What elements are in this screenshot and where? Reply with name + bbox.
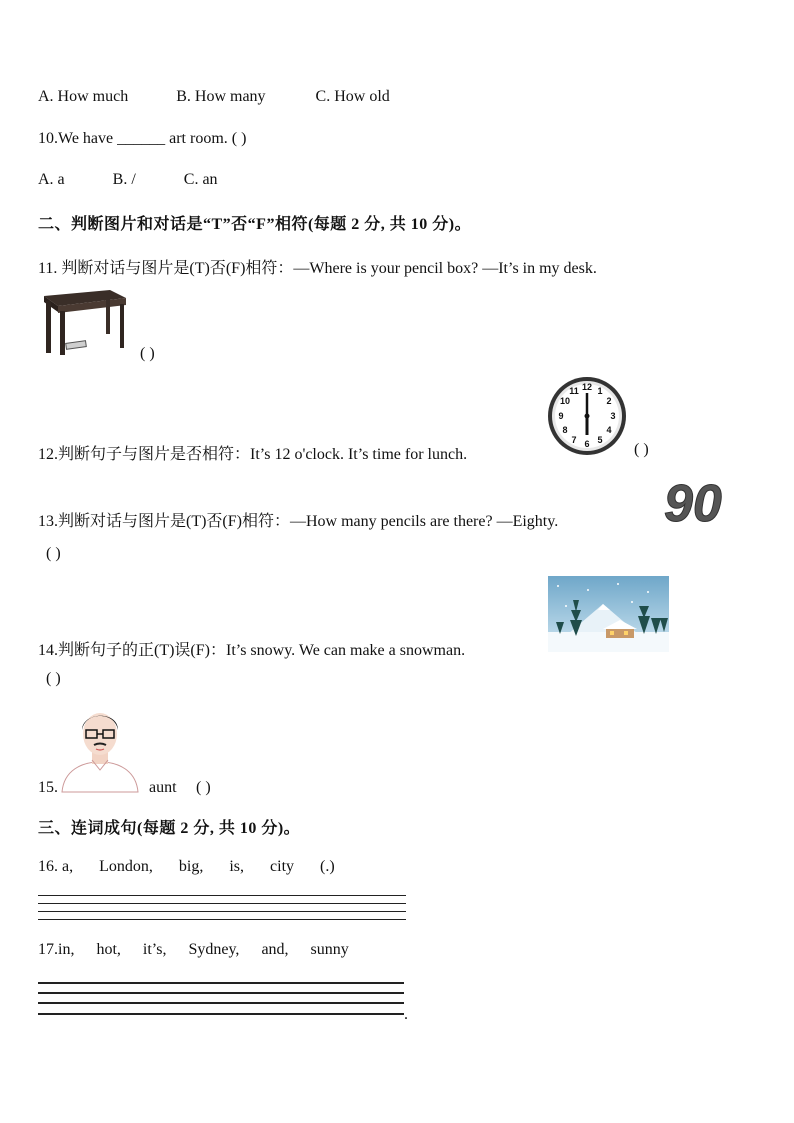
clock-num-6: 6: [584, 439, 590, 449]
q16-number: 16.: [38, 858, 58, 875]
q12-text: 12.判断句子与图片是否相符：It’s 12 o'clock. It’s time for lunch.: [38, 446, 468, 463]
q10-options: [38, 171, 218, 189]
q17-word: it’s,: [142, 941, 167, 958]
q17-words: [38, 941, 349, 959]
q17-end-mark: .: [404, 1006, 408, 1023]
q10-option-a: A. a: [38, 171, 65, 188]
q16-word: is,: [229, 858, 245, 875]
clock-num-2: 2: [606, 396, 612, 406]
snowy-landscape-picture: [548, 576, 669, 652]
q17-word: sunny: [310, 941, 349, 958]
q17-number: 17.: [38, 941, 58, 958]
q15-word: aunt: [149, 779, 177, 796]
section3-heading: 三、连词成句(每题 2 分, 共 10 分)。: [38, 820, 301, 837]
q17-word: and,: [261, 941, 289, 958]
q17-writing-line[interactable]: [38, 1002, 404, 1004]
clock-num-7: 7: [571, 435, 577, 445]
q16-word: London,: [99, 858, 153, 875]
q16-writing-line[interactable]: [38, 911, 406, 912]
q16-writing-line[interactable]: [38, 895, 406, 896]
clock-num-12: 12: [581, 382, 593, 392]
number-ninety-picture: [662, 476, 736, 526]
q10-option-b: B. /: [112, 171, 136, 188]
q16-word: (.): [320, 858, 335, 875]
q15-line: [38, 779, 58, 797]
q10-option-c: C. an: [183, 171, 218, 188]
clock-num-5: 5: [597, 435, 603, 445]
q9-option-b: B. How many: [176, 88, 266, 105]
q9-options: [38, 88, 390, 106]
q9-option-a: A. How much: [38, 88, 129, 105]
q12-answer-paren[interactable]: ( ): [634, 441, 649, 458]
q14-answer-paren[interactable]: ( ): [46, 670, 61, 687]
q17-word: hot,: [96, 941, 121, 958]
man-with-glasses-picture: [58, 700, 142, 794]
q16-writing-line[interactable]: [38, 919, 406, 920]
clock-picture: [546, 375, 628, 457]
q10-stem: 10.We have ______ art room. ( ): [38, 130, 247, 147]
q11-answer-paren[interactable]: ( ): [140, 345, 155, 362]
q17-writing-line[interactable]: [38, 982, 404, 984]
q15-number: 15.: [38, 779, 58, 796]
clock-num-10: 10: [559, 396, 571, 406]
clock-num-9: 9: [558, 411, 564, 421]
q15-answer-paren[interactable]: ( ): [196, 779, 211, 796]
clock-num-11: 11: [569, 386, 579, 396]
q9-option-c: C. How old: [315, 88, 390, 105]
clock-num-8: 8: [562, 425, 568, 435]
q14-text: 14.判断句子的正(T)误(F)：It’s snowy. We can make a snowman.: [38, 642, 466, 659]
section2-heading: 二、判断图片和对话是“T”否“F”相符(每题 2 分, 共 10 分)。: [38, 216, 472, 233]
q16-writing-line[interactable]: [38, 903, 406, 904]
q17-writing-line[interactable]: [38, 992, 404, 994]
clock-num-1: 1: [597, 386, 603, 396]
q13-text: 13.判断对话与图片是(T)否(F)相符：—How many pencils are there? —Eighty.: [38, 513, 559, 530]
q16-word: a,: [62, 858, 74, 875]
q16-word: city: [270, 858, 295, 875]
q17-word: in,: [58, 941, 75, 958]
desk-picture: [40, 286, 128, 356]
q17-writing-line[interactable]: [38, 1013, 404, 1015]
q17-word: Sydney,: [188, 941, 240, 958]
q11-text: 11. 判断对话与图片是(T)否(F)相符：—Where is your pencil box? —It’s in my desk.: [38, 260, 597, 277]
q16-word: big,: [178, 858, 204, 875]
number-ninety-text: 90: [664, 476, 722, 526]
q16-words: [38, 858, 335, 876]
clock-num-4: 4: [606, 425, 612, 435]
clock-num-3: 3: [610, 411, 616, 421]
q13-answer-paren[interactable]: ( ): [46, 545, 61, 562]
